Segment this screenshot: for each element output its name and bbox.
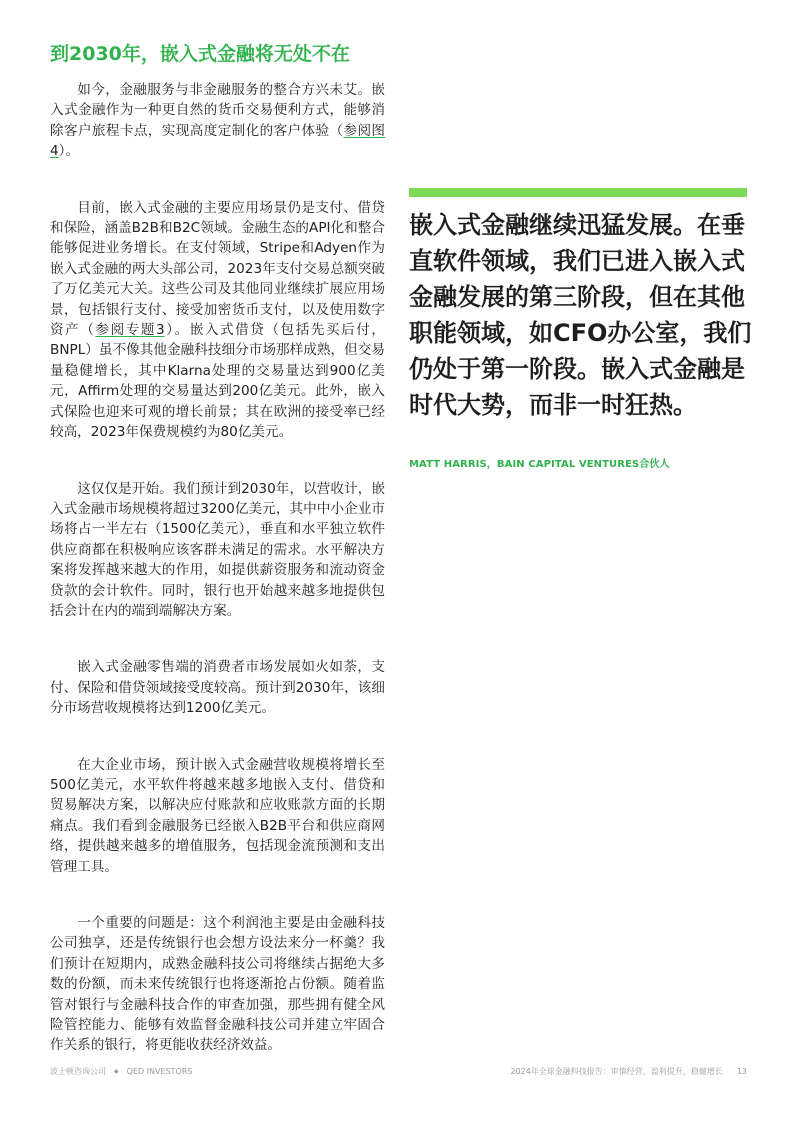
quote-accent-bar	[409, 188, 747, 197]
paragraph-2030-forecast	[50, 479, 385, 622]
cross-reference-link[interactable]: 参阅图4	[50, 122, 386, 160]
page-number: 13	[736, 1067, 747, 1076]
paragraph-text: 一个重要的问题是：这个利润池主要是由金融科技公司独享，还是传统银行也会想方设法来分一杯羹？我们预计在短期内，成熟金融科技公司将继续占据绝大多数的份额，而未来传统银行也将逐渐抢占份额。随着监管对银行与金融科技合作的审查加强，那些拥有健全风险管控能力、能够有效监督金融科技公司并建立牢固合作关系的银行，将更能收获经济效益。	[50, 915, 385, 1054]
section-heading: 到2030年，嵌入式金融将无处不在	[50, 43, 350, 65]
footer-brand-qed: QED INVESTORS	[126, 1067, 193, 1076]
footer-report-title: 2024年全球金融科技报告：审慎经营，盈利提升，稳健增长	[510, 1067, 723, 1076]
paragraph-profit-pool	[50, 913, 385, 1056]
paragraph-enterprise-market	[50, 755, 385, 877]
body-column	[50, 80, 385, 1056]
pull-quote: 嵌入式金融继续迅猛发展。在垂直软件领域，我们已进入嵌入式金融发展的第三阶段，但在其他职能领域，如CFO办公室，我们仍处于第一阶段。嵌入式金融是时代大势，而非一时狂热。	[409, 211, 752, 419]
paragraph-text: ）。	[58, 143, 80, 160]
footer-left	[50, 1066, 192, 1077]
footer-right	[510, 1066, 747, 1077]
paragraph-text: 嵌入式金融零售端的消费者市场发展如火如荼，支付、保险和借贷领域接受度较高。预计到2030年，该细分市场营收规模将达到1200亿美元。	[50, 659, 385, 717]
paragraph-consumer-market	[50, 657, 385, 718]
paragraph-text: 如今，金融服务与非金融服务的整合方兴未艾。嵌入式金融作为一种更自然的货币交易便利方式，能够消除客户旅程卡点，实现高度定制化的客户体验（	[50, 82, 385, 139]
cross-reference-link[interactable]: 参阅专题3	[95, 322, 165, 339]
diamond-icon: ◆	[114, 1068, 119, 1075]
paragraph-text: ）。嵌入式借贷（包括先买后付，BNPL）虽不像其他金融科技细分市场那样成熟，但交易量稳健增长，其中Klarna处理的交易量达到900亿美元，Affirm处理的交易量达到200亿美元。此外，嵌入式保险也迎来可观的增长前景；其在欧洲的接受率已经较高，2023年保费规模约为80亿美元。	[50, 322, 386, 441]
quote-attribution: MATT HARRIS，BAIN CAPITAL VENTURES合伙人	[409, 459, 670, 470]
footer-brand-bcg: 波士顿咨询公司	[50, 1067, 106, 1076]
paragraph-current-scenarios	[50, 198, 385, 443]
paragraph-intro	[50, 80, 385, 162]
paragraph-text: 这仅仅是开始。我们预计到2030年，以营收计，嵌入式金融市场规模将超过3200亿美元，其中中小企业市场将占一半左右（1500亿美元），垂直和水平独立软件供应商都在积极响应该客群未满足的需求。水平解决方案将发挥越来越大的作用，如提供薪资服务和流动资金贷款的会计软件。同时，银行也开始越来越多地提供包括会计在内的端到端解决方案。	[50, 480, 385, 619]
paragraph-text: 目前，嵌入式金融的主要应用场景仍是支付、借贷和保险，涵盖B2B和B2C领域。金融生态的API化和整合能够促进业务增长。在支付领域，Stripe和Adyen作为嵌入式金融的两大头部公司，2023年支付交易总额突破了万亿美元大关。这些公司及其他同业继续扩展应用场景，包括银行支付、接受加密货币支付，以及使用数字资产（	[50, 199, 385, 339]
paragraph-text: 在大企业市场，预计嵌入式金融营收规模将增长至500亿美元，水平软件将越来越多地嵌入支付、借贷和贸易解决方案，以解决应付账款和应收账款方面的长期痛点。我们看到金融服务已经嵌入B2B平台和供应商网络，提供越来越多的增值服务，包括现金流预测和支出管理工具。	[50, 756, 385, 875]
